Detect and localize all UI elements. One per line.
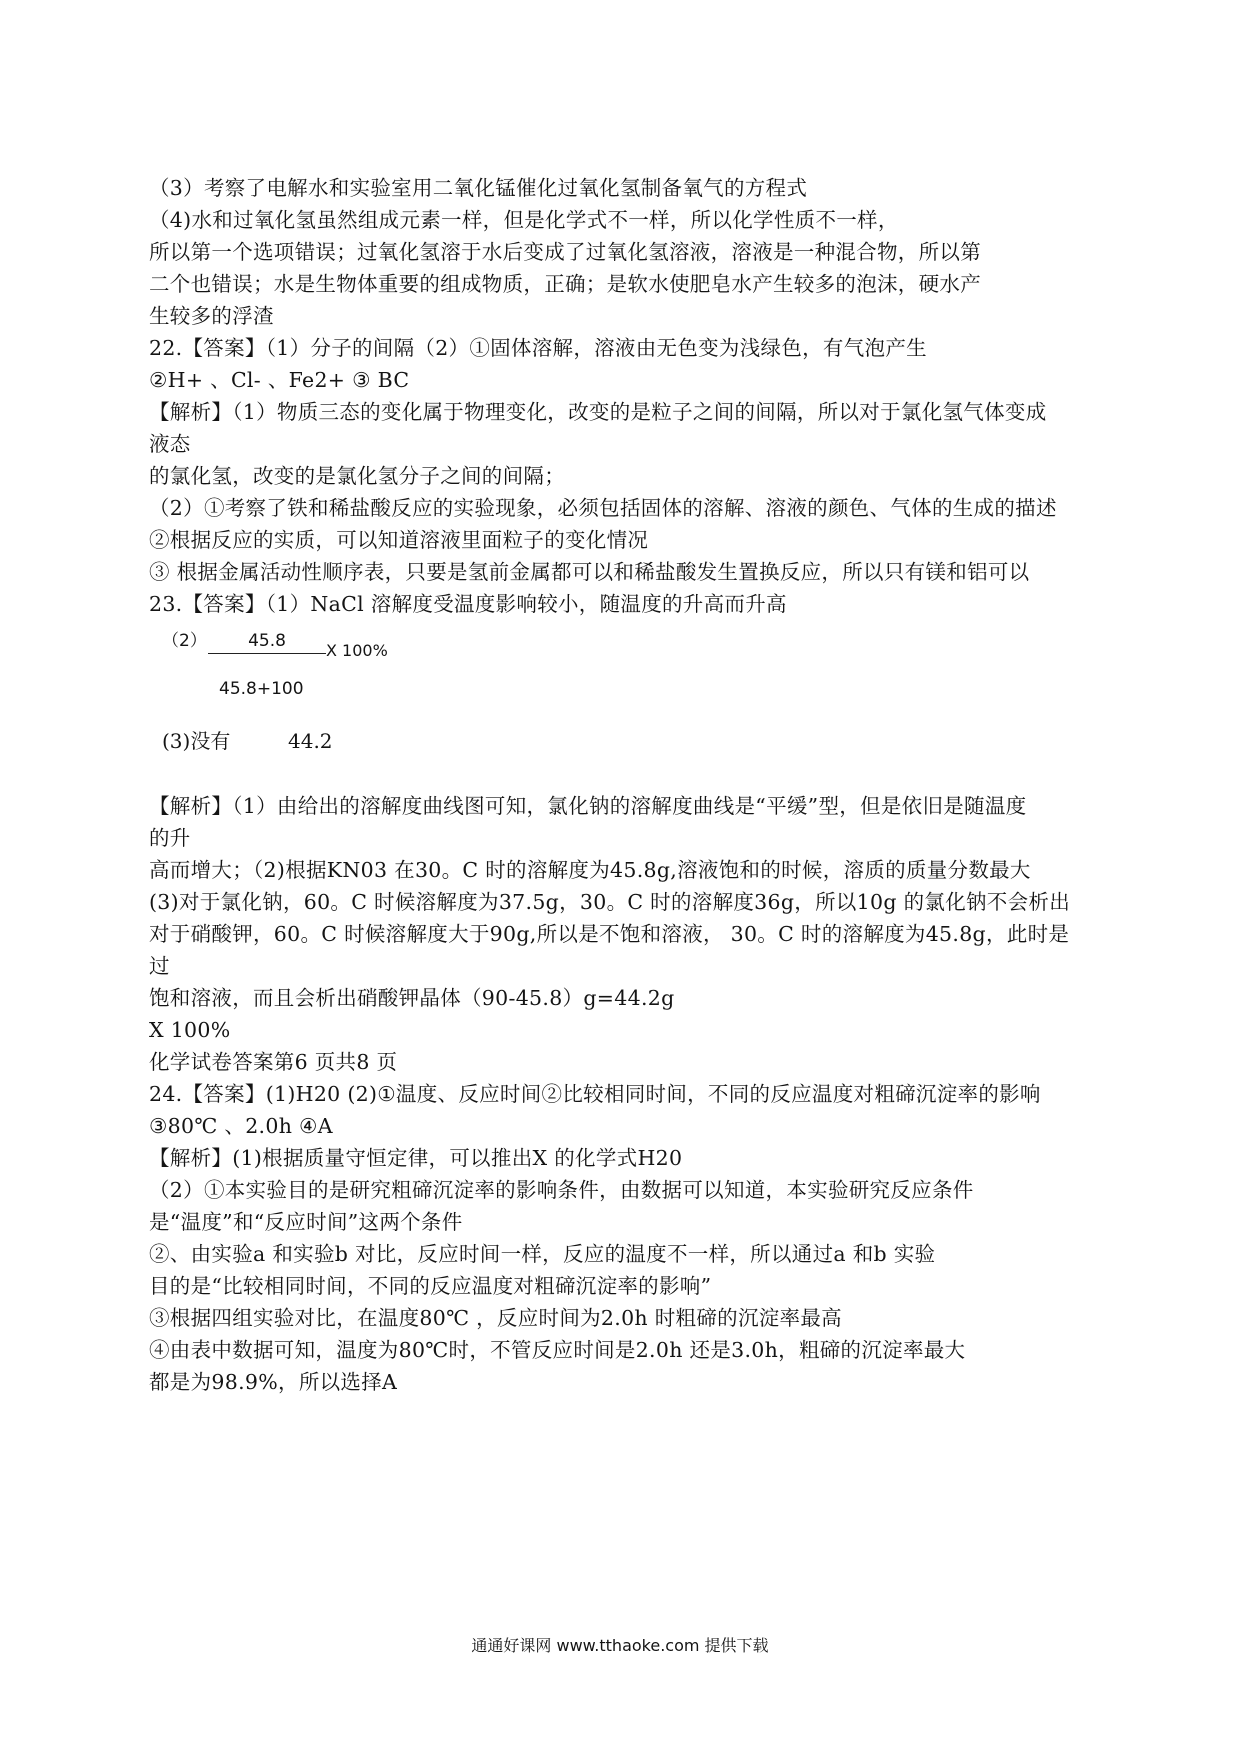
text-line: 【解析】（1）物质三态的变化属于物理变化，改变的是粒子之间的间隔，所以对于氯化氢气体变成 [149, 399, 1047, 424]
text-line: X 100% [149, 1017, 231, 1042]
text-line: ④由表中数据可知，温度为80℃时，不管反应时间是2.0h 还是3.0h，粗碲的沉淀率最大 [149, 1337, 966, 1362]
text-line: 的升 [149, 825, 191, 850]
text-line: （4)水和过氧化氢虽然组成元素一样，但是化学式不一样，所以化学性质不一样， [149, 207, 899, 232]
text-line: 是“温度”和“反应时间”这两个条件 [149, 1209, 463, 1234]
text-line: 液态 [149, 431, 191, 456]
formula-numerator: 45.8 [248, 631, 286, 651]
formula-denominator: 45.8+100 [219, 679, 304, 699]
formula-multiplier: X 100% [326, 641, 388, 660]
text-line: （2）①本实验目的是研究粗碲沉淀率的影响条件，由数据可以知道，本实验研究反应条件 [149, 1177, 974, 1202]
answer-24-line: 24.【答案】(1)H20 (2)①温度、反应时间②比较相同时间，不同的反应温度对粗碲沉淀率的影响 [149, 1081, 1041, 1106]
text-line: ②根据反应的实质，可以知道溶液里面粒子的变化情况 [149, 527, 649, 552]
text-line: (3)对于氯化钠，60。C 时候溶解度为37.5g，30。C 时的溶解度36g，所以10g 的氯化钠不会析出 [149, 889, 1071, 914]
fraction-bar [208, 653, 326, 654]
footer-watermark: 通通好课网 www.tthaoke.com 提供下载 [471, 1636, 769, 1655]
text-line: 【解析】（1）由给出的溶解度曲线图可知，氯化钠的溶解度曲线是“平缓”型，但是依旧是随温度 [149, 793, 1027, 818]
text-line: 所以第一个选项错误；过氧化氢溶于水后变成了过氧化氢溶液，溶液是一种混合物，所以第 [149, 239, 981, 264]
text-line: ③根据四组实验对比，在温度80℃ ，反应时间为2.0h 时粗碲的沉淀率最高 [149, 1305, 842, 1330]
text-line: 二个也错误；水是生物体重要的组成物质，正确；是软水使肥皂水产生较多的泡沫，硬水产 [149, 271, 981, 296]
text-line: 的氯化氢，改变的是氯化氢分子之间的间隔； [149, 463, 565, 488]
page-number-line: 化学试卷答案第6 页共8 页 [149, 1049, 398, 1074]
text-line: （3）考察了电解水和实验室用二氧化锰催化过氧化氢制备氧气的方程式 [149, 175, 808, 200]
text-line: ③80℃ 、2.0h ④A [149, 1113, 333, 1138]
answer-23-part3 [162, 726, 333, 756]
answer-23-line: 23.【答案】（1）NaCl 溶解度受温度影响较小，随温度的升高而升高 [149, 591, 787, 616]
formula-label: （2） [162, 631, 207, 651]
text-line: 【解析】(1)根据质量守恒定律，可以推出X 的化学式H20 [149, 1145, 683, 1170]
text-line: 过 [149, 953, 170, 978]
text-line: 目的是“比较相同时间，不同的反应温度对粗碲沉淀率的影响” [149, 1273, 712, 1298]
text-line: ②、由实验a 和实验b 对比，反应时间一样，反应的温度不一样，所以通过a 和b 实验 [149, 1241, 936, 1266]
text-line: （2）①考察了铁和稀盐酸反应的实验现象，必须包括固体的溶解、溶液的颜色、气体的生成的描述 [149, 495, 1057, 520]
text-line: 高而增大；（2)根据KN03 在30。C 时的溶解度为45.8g,溶液饱和的时候，溶质的质量分数最大 [149, 857, 1031, 882]
text-line: 都是为98.9%，所以选择A [149, 1369, 398, 1394]
text-line: ②H+ 、Cl- 、Fe2+ ③ BC [149, 367, 410, 392]
answer-3-label: (3)没有 [162, 729, 231, 753]
text-line: 生较多的浮渣 [149, 303, 274, 328]
text-line: ③ 根据金属活动性顺序表，只要是氢前金属都可以和稀盐酸发生置换反应，所以只有镁和铝可以 [149, 559, 1030, 584]
text-line: 饱和溶液，而且会析出硝酸钾晶体（90-45.8）g=44.2g [149, 985, 675, 1010]
answer-22-line: 22.【答案】（1）分子的间隔（2）①固体溶解，溶液由无色变为浅绿色，有气泡产生 [149, 335, 927, 360]
answer-3-value: 44.2 [288, 729, 333, 753]
text-line: 对于硝酸钾，60。C 时候溶解度大于90g,所以是不饱和溶液， 30。C 时的溶解度为45.8g，此时是 [149, 921, 1070, 946]
